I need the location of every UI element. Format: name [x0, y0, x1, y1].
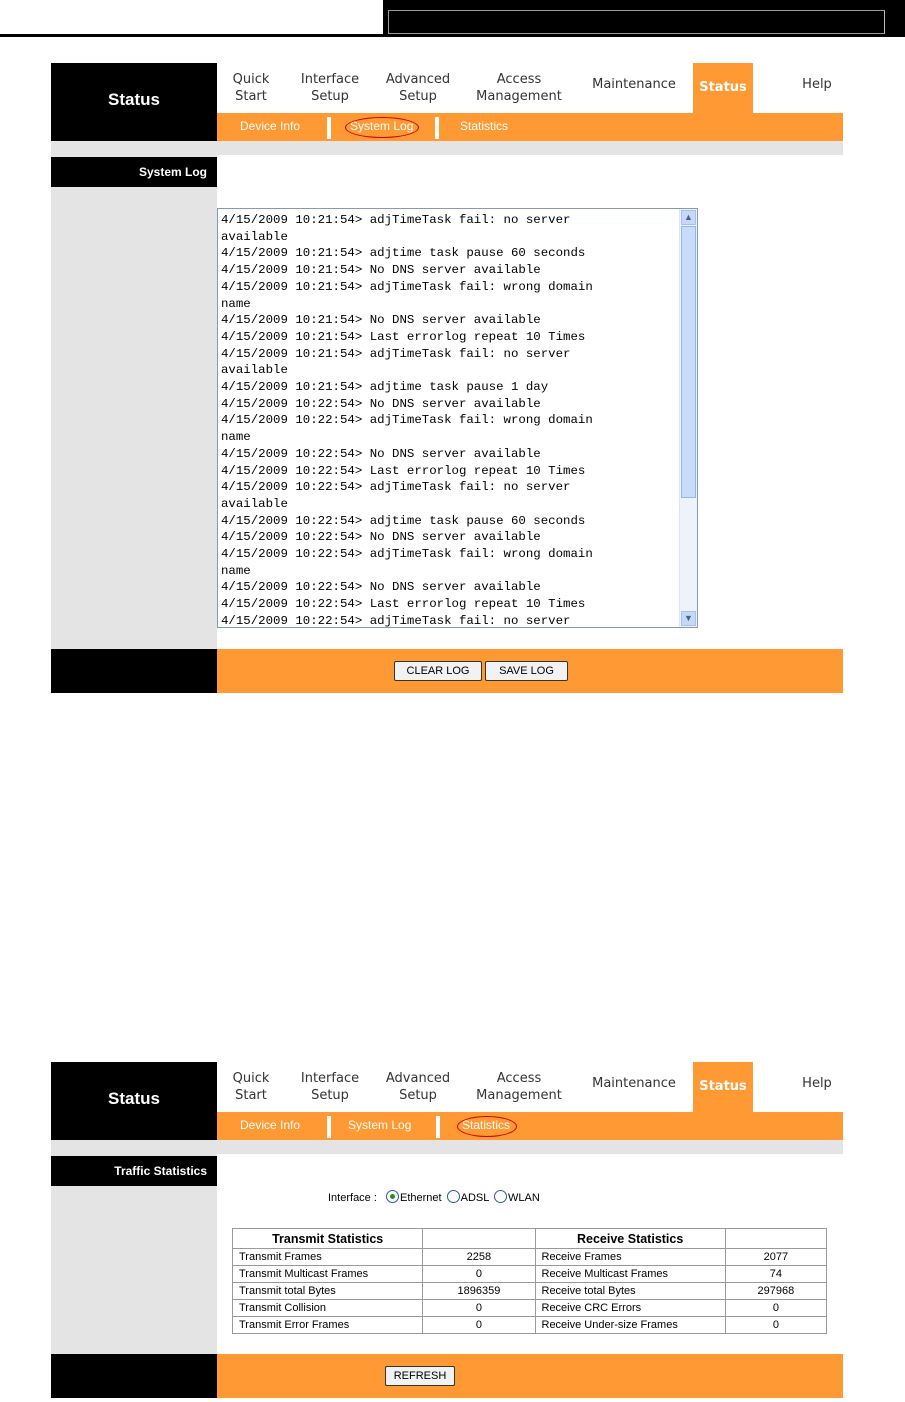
nav-label: Maintenance — [592, 77, 676, 92]
table-row — [233, 1283, 827, 1300]
radio-unselected-icon[interactable] — [494, 1190, 507, 1203]
nav-advanced-setup[interactable] — [381, 71, 455, 105]
log-line: 4/15/2009 10:22:54> adjTimeTask fail: no server — [221, 613, 571, 628]
log-line: 4/15/2009 10:22:54> No DNS server available — [221, 580, 541, 595]
radio-unselected-icon[interactable] — [447, 1190, 460, 1203]
radio-label: ADSL — [460, 1192, 489, 1204]
nav-label: Help — [802, 77, 832, 92]
cell-label: Receive Frames — [535, 1249, 725, 1266]
cell-value: 1896359 — [423, 1283, 535, 1300]
save-log-button[interactable]: SAVE LOG — [485, 661, 568, 681]
scroll-thumb[interactable] — [681, 226, 696, 498]
radio-adsl[interactable] — [447, 1192, 489, 1204]
nav-label: Status — [699, 1079, 747, 1094]
nav-label: Setup — [311, 1088, 349, 1103]
column-header — [725, 1229, 826, 1249]
nav-label: Advanced — [385, 1071, 451, 1086]
log-line: 4/15/2009 10:21:54> adjtime task pause 60 seconds — [221, 246, 586, 261]
nav-label: Management — [476, 1088, 562, 1103]
main-nav — [217, 63, 843, 113]
log-line: 4/15/2009 10:21:54> adjtime task pause 1 day — [221, 380, 549, 395]
table-row — [233, 1266, 827, 1283]
log-line: 4/15/2009 10:22:54> adjTimeTask fail: wrong domain — [221, 413, 593, 428]
nav-quick-start[interactable] — [229, 1070, 273, 1104]
nav-maintenance[interactable] — [589, 1075, 679, 1092]
nav-label: Advanced — [385, 72, 451, 87]
nav-label: Setup — [311, 89, 349, 104]
cell-value: 0 — [725, 1317, 826, 1334]
log-line: 4/15/2009 10:21:54> No DNS server available — [221, 263, 541, 278]
section-label-system-log: System Log — [51, 157, 217, 187]
nav-label: Management — [476, 89, 562, 104]
interface-selector — [328, 1190, 540, 1204]
subnav-device-info[interactable]: Device Info — [240, 119, 301, 133]
log-line: 4/15/2009 10:21:54> adjTimeTask fail: wrong domain — [221, 279, 593, 294]
cell-value: 0 — [423, 1300, 535, 1317]
log-line: 4/15/2009 10:22:54> No DNS server available — [221, 530, 541, 545]
log-content — [221, 212, 676, 628]
scroll-up-icon[interactable]: ▲ — [681, 210, 696, 225]
nav-status[interactable] — [693, 1062, 753, 1112]
page-title: Status — [108, 1089, 160, 1108]
log-line: 4/15/2009 10:21:54> adjTimeTask fail: no server — [221, 346, 571, 361]
column-header: Receive Statistics — [535, 1229, 725, 1249]
log-line: 4/15/2009 10:22:54> adjTimeTask fail: no server — [221, 480, 571, 495]
log-line: 4/15/2009 10:22:54> adjTimeTask fail: wrong domain — [221, 547, 593, 562]
cell-value: 0 — [725, 1300, 826, 1317]
nav-access-management[interactable] — [473, 1070, 565, 1104]
nav-quick-start[interactable] — [229, 71, 273, 105]
document-header-bar-left — [0, 0, 383, 37]
subnav-statistics[interactable]: Statistics — [462, 1118, 511, 1132]
subnav-system-log[interactable]: System Log — [350, 119, 414, 133]
sub-nav — [217, 1112, 843, 1140]
nav-help[interactable] — [797, 1075, 837, 1092]
nav-label: Interface — [300, 72, 360, 87]
cell-value: 0 — [423, 1317, 535, 1334]
cell-label: Transmit total Bytes — [233, 1283, 423, 1300]
subnav-statistics[interactable]: Statistics — [460, 119, 509, 133]
nav-label: Help — [802, 1076, 832, 1091]
nav-maintenance[interactable] — [589, 76, 679, 93]
system-log-textarea[interactable] — [217, 208, 698, 628]
cell-value: 2077 — [725, 1249, 826, 1266]
cell-label: Transmit Error Frames — [233, 1317, 423, 1334]
radio-ethernet[interactable] — [386, 1192, 442, 1204]
footer-left-block — [51, 1354, 217, 1398]
scroll-down-icon[interactable]: ▼ — [681, 611, 696, 626]
cell-label: Transmit Multicast Frames — [233, 1266, 423, 1283]
subnav-separator — [435, 117, 439, 139]
log-line: available — [221, 363, 288, 378]
nav-advanced-setup[interactable] — [381, 1070, 455, 1104]
nav-label: Access — [496, 1071, 542, 1086]
footer-button-bar — [217, 1354, 843, 1398]
nav-label: Maintenance — [592, 1076, 676, 1091]
nav-label: Quick — [232, 72, 270, 87]
cell-label: Transmit Frames — [233, 1249, 423, 1266]
log-line: 4/15/2009 10:22:54> adjtime task pause 60 seconds — [221, 513, 586, 528]
subnav-device-info[interactable]: Device Info — [240, 1118, 301, 1132]
page-title: Status — [108, 90, 160, 109]
cell-value: 0 — [423, 1266, 535, 1283]
cell-label: Receive CRC Errors — [535, 1300, 725, 1317]
radio-label: Ethernet — [399, 1192, 442, 1204]
subnav-separator — [436, 1116, 440, 1138]
log-line: 4/15/2009 10:22:54> No DNS server available — [221, 446, 541, 461]
nav-status[interactable] — [693, 63, 753, 113]
main-nav — [217, 1062, 843, 1112]
cell-value: 2258 — [423, 1249, 535, 1266]
cell-label: Transmit Collision — [233, 1300, 423, 1317]
interface-label: Interface : — [328, 1192, 377, 1204]
log-line: 4/15/2009 10:21:54> adjTimeTask fail: no server — [221, 213, 571, 227]
footer-left-block — [51, 649, 217, 693]
cell-label: Receive Multicast Frames — [535, 1266, 725, 1283]
log-line: available — [221, 496, 288, 511]
log-line: 4/15/2009 10:22:54> Last errorlog repeat 10 Times — [221, 463, 586, 478]
radio-wlan[interactable] — [494, 1192, 540, 1204]
log-line: 4/15/2009 10:22:54> No DNS server available — [221, 396, 541, 411]
log-line: 4/15/2009 10:21:54> No DNS server available — [221, 313, 541, 328]
nav-label: Status — [699, 80, 747, 95]
section-label-traffic-statistics: Traffic Statistics — [51, 1156, 217, 1186]
cell-value: 74 — [725, 1266, 826, 1283]
table-row — [233, 1317, 827, 1334]
log-line: name — [221, 563, 251, 578]
status-title-block — [51, 63, 217, 141]
table-row — [233, 1249, 827, 1266]
nav-label: Access — [496, 72, 542, 87]
nav-label: Setup — [399, 89, 437, 104]
clear-log-button[interactable]: CLEAR LOG — [394, 661, 482, 681]
refresh-button[interactable]: REFRESH — [385, 1366, 455, 1386]
nav-label: Quick — [232, 1071, 270, 1086]
sub-nav — [217, 113, 843, 141]
log-line: available — [221, 229, 288, 244]
log-line: 4/15/2009 10:21:54> Last errorlog repeat 10 Times — [221, 329, 586, 344]
system-log-panel — [51, 63, 843, 693]
highlight-circle — [457, 1116, 517, 1137]
status-title-block — [51, 1062, 217, 1140]
log-scrollbar[interactable] — [679, 209, 697, 627]
nav-label: Interface — [300, 1071, 360, 1086]
left-gutter — [51, 155, 217, 649]
subnav-separator — [327, 1116, 331, 1138]
cell-label: Receive Under-size Frames — [535, 1317, 725, 1334]
subnav-separator — [327, 117, 331, 139]
column-header: Transmit Statistics — [233, 1229, 423, 1249]
nav-label: Start — [235, 1088, 267, 1103]
radio-label: WLAN — [508, 1192, 540, 1204]
gray-strip — [51, 1140, 843, 1154]
document-header-bar-right — [383, 0, 905, 37]
column-header — [423, 1229, 535, 1249]
gray-strip — [51, 141, 843, 155]
nav-label: Start — [235, 89, 267, 104]
nav-interface-setup[interactable] — [295, 71, 365, 105]
statistics-panel — [51, 1062, 843, 1398]
subnav-system-log[interactable]: System Log — [348, 1118, 412, 1132]
cell-value: 297968 — [725, 1283, 826, 1300]
radio-selected-icon[interactable] — [386, 1190, 399, 1203]
table-header-row — [233, 1229, 827, 1249]
nav-label: Setup — [399, 1088, 437, 1103]
nav-access-management[interactable] — [473, 71, 565, 105]
highlight-circle — [345, 117, 419, 138]
footer-button-bar — [217, 649, 843, 693]
log-line: name — [221, 296, 251, 311]
cell-label: Receive total Bytes — [535, 1283, 725, 1300]
traffic-statistics-table — [232, 1228, 827, 1334]
nav-interface-setup[interactable] — [295, 1070, 365, 1104]
log-line: name — [221, 430, 251, 445]
table-row — [233, 1300, 827, 1317]
nav-help[interactable] — [797, 76, 837, 93]
log-line: 4/15/2009 10:22:54> Last errorlog repeat 10 Times — [221, 597, 586, 612]
